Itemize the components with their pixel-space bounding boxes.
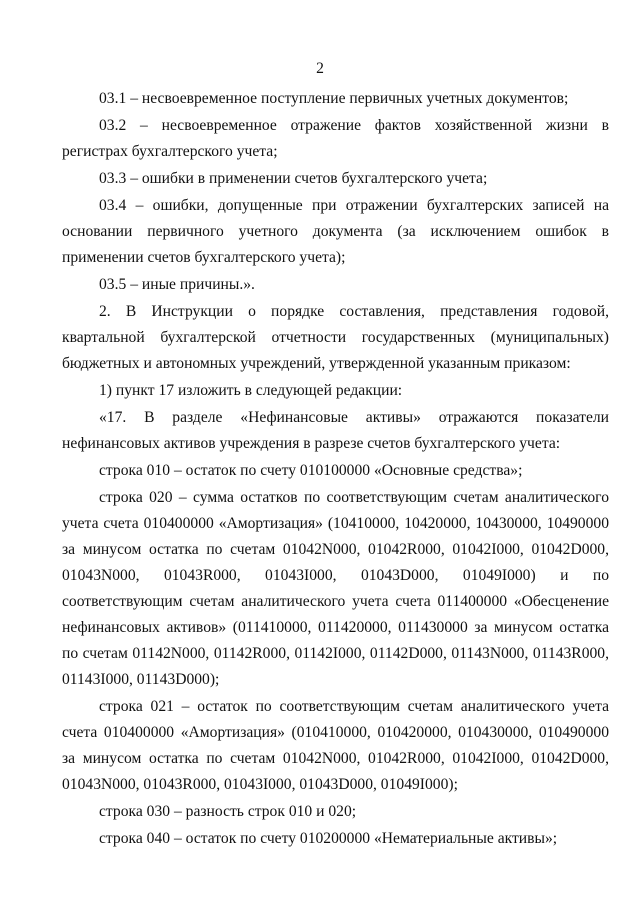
page-number: 2 [316,60,324,77]
paragraph-03-5: 03.5 – иные причины.». [99,276,255,293]
paragraph-03-4: 03.4 – ошибки, допущенные при отражении бухгалтерских записей на основании первичного учетного документа (за исключением ошибок в применении счетов бухгалтерского учета); [62,197,609,266]
paragraph-03-1: 03.1 – несвоевременное поступление первичных учетных документов; [99,90,569,107]
paragraph-instruction-2: 2. В Инструкции о порядке составления, представления годовой, квартальной бухгалтерской отчетности государственных (муниципальных) бюджетных и автономных учреждений, утвержденной указанным приказом: [62,303,609,372]
paragraph-line-040: строка 040 – остаток по счету 010200000 «Нематериальные активы»; [99,830,558,847]
paragraph-line-030: строка 030 – разность строк 010 и 020; [99,803,357,820]
document-body [62,86,609,853]
paragraph-item-1: 1) пункт 17 изложить в следующей редакции: [99,382,403,399]
paragraph-03-3: 03.3 – ошибки в применении счетов бухгалтерского учета; [99,170,488,187]
paragraph-line-010: строка 010 – остаток по счету 010100000 «Основные средства»; [99,462,523,479]
paragraph-line-020: строка 020 – сумма остатков по соответствующим счетам аналитического учета счета 010400000 «Амортизация» (10410000, 10420000, 10430000, 10490000 за минусом остатка по счетам 01042N000, 01042R000, 01042I000, 01042D000, 01043N000, 01043R000, 01043I000, 01043D000, 01049I000) и по соответствующим счетам аналитического учета счета 011400000 «Обесценение нефинансовых активов» (011410000, 011420000, 011430000 за минусом остатка по счетам 01142N000, 01142R000, 01142I000, 01142D000, 01143N000, 01143R000, 01143I000, 01143D000); [62,489,609,688]
paragraph-line-021: строка 021 – остаток по соответствующим счетам аналитического учета счета 010400000 «Амортизация» (010410000, 010420000, 010430000, 010490000 за минусом остатка по счетам 01042N000, 01042R000, 01042I000, 01042D000, 01043N000, 01043R000, 01043I000, 01043D000, 01049I000); [62,698,609,793]
paragraph-point-17: «17. В разделе «Нефинансовые активы» отражаются показатели нефинансовых активов учреждения в разрезе счетов бухгалтерского учета: [62,409,609,452]
paragraph-03-2: 03.2 – несвоевременное отражение фактов хозяйственной жизни в регистрах бухгалтерского учета; [62,117,609,160]
